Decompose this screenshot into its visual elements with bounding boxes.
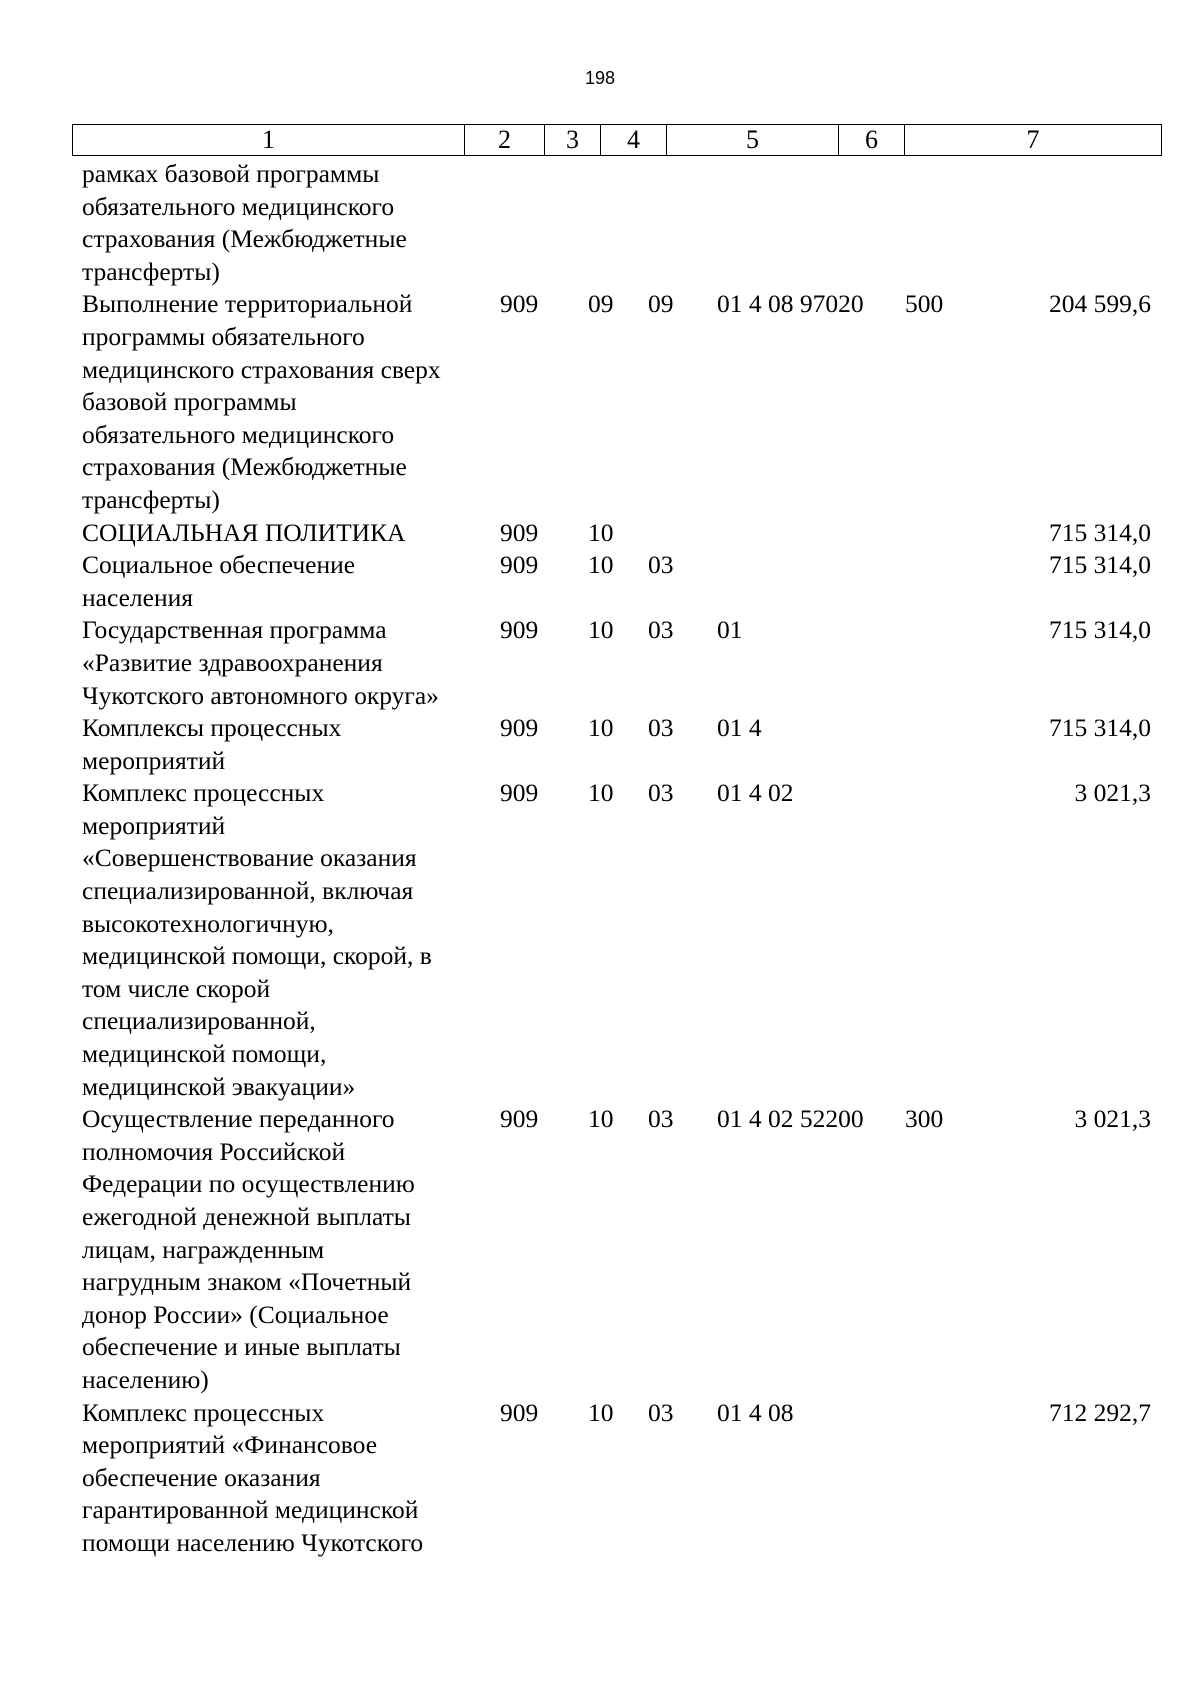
table-row <box>72 517 1161 550</box>
header-col-4: 4 <box>601 125 667 156</box>
row-pr: 03 <box>648 1104 674 1134</box>
row-vr <box>895 1397 967 1560</box>
row-vr <box>895 517 967 550</box>
row-name-line: донор России» (Социальное <box>82 1299 389 1329</box>
row-name-line: мероприятий «Финансовое <box>82 1430 378 1460</box>
row-sum <box>967 158 1161 288</box>
row-sum: 715 314,0 <box>1049 550 1151 580</box>
row-name-line: трансферты) <box>82 484 220 514</box>
row-gr: 909 <box>500 1104 539 1134</box>
row-name-line: полномочия Российской <box>82 1136 346 1166</box>
row-sum: 715 314,0 <box>1049 517 1151 547</box>
row-cs <box>709 517 895 550</box>
row-name <box>72 517 490 550</box>
row-pr: 03 <box>648 615 674 645</box>
table-row <box>72 288 1161 516</box>
row-gr: 909 <box>500 1397 539 1427</box>
header-col-7: 7 <box>905 125 1162 156</box>
row-gr: 909 <box>500 550 539 580</box>
row-rz: 10 <box>588 550 614 580</box>
header-col-6: 6 <box>839 125 905 156</box>
row-rz: 09 <box>588 289 614 319</box>
row-sum: 715 314,0 <box>1049 615 1151 645</box>
row-rz: 10 <box>588 1397 614 1427</box>
row-gr: 909 <box>500 615 539 645</box>
row-gr: 909 <box>500 289 539 319</box>
row-name-line: ежегодной денежной выплаты <box>82 1202 411 1231</box>
header-col-3: 3 <box>545 125 601 156</box>
row-vr: 300 <box>905 1104 944 1134</box>
row-gr: 909 <box>500 517 539 547</box>
row-vr <box>895 712 967 777</box>
page-number: 198 <box>584 68 616 88</box>
row-cs: 01 4 <box>717 713 762 743</box>
row-cs: 01 4 08 97020 <box>717 289 864 319</box>
row-name-line: медицинской помощи, скорой, в <box>82 941 432 971</box>
row-vr: 500 <box>905 289 944 319</box>
row-cs: 01 4 08 <box>717 1397 794 1427</box>
row-rz: 10 <box>588 517 614 547</box>
row-rz: 10 <box>588 615 614 645</box>
row-pr: 03 <box>648 1397 674 1427</box>
row-name-line: мероприятий <box>82 810 226 840</box>
header-col-5: 5 <box>667 125 839 156</box>
table-row <box>72 1103 1161 1396</box>
row-name-line: обеспечение и иные выплаты <box>82 1332 401 1362</box>
row-name <box>72 1397 490 1560</box>
header-col-2: 2 <box>465 125 545 156</box>
table-row <box>72 549 1161 614</box>
row-vr <box>895 614 967 712</box>
row-sum: 3 021,3 <box>1074 1104 1151 1134</box>
row-name-line: СОЦИАЛЬНАЯ ПОЛИТИКА <box>82 517 406 547</box>
row-sum: 712 292,7 <box>1049 1397 1151 1427</box>
row-cs: 01 <box>717 615 743 645</box>
row-vr <box>895 158 967 288</box>
row-vr <box>895 777 967 1103</box>
row-pr: 03 <box>648 713 674 743</box>
row-name-line: Социальное обеспечение <box>82 550 356 580</box>
row-rz: 10 <box>588 778 614 808</box>
row-name-line: том числе скорой <box>82 973 271 1003</box>
table-header <box>72 124 1162 156</box>
row-name-line: страхования (Межбюджетные <box>82 452 407 482</box>
row-name-line: программы обязательного <box>82 321 365 351</box>
row-name <box>72 712 490 777</box>
row-gr: 909 <box>500 778 539 808</box>
table-row <box>72 614 1161 712</box>
row-cs <box>709 158 895 288</box>
table-row <box>72 1397 1161 1560</box>
row-name <box>72 614 490 712</box>
table-row <box>72 777 1161 1103</box>
row-name-line: обязательного медицинского <box>82 191 395 221</box>
header-col-1: 1 <box>73 125 465 156</box>
row-name-line: трансферты) <box>82 256 220 286</box>
row-name-line: медицинской помощи, <box>82 1039 327 1069</box>
row-name-line: базовой программы <box>82 387 297 417</box>
row-sum: 204 599,6 <box>1049 289 1151 319</box>
row-name-line: медицинской эвакуации» <box>82 1071 356 1101</box>
row-name-line: Государственная программа <box>82 615 387 645</box>
row-pr: 03 <box>648 550 674 580</box>
row-name-line: «Развитие здравоохранения <box>82 647 383 677</box>
row-name-line: населения <box>82 582 193 612</box>
row-name <box>72 158 490 288</box>
row-name-line: Чукотского автономного округа» <box>82 680 439 710</box>
row-name-line: Осуществление переданного <box>82 1104 395 1134</box>
row-sum: 3 021,3 <box>1074 778 1151 808</box>
row-name-line: населению) <box>82 1364 209 1394</box>
row-rz: 10 <box>588 1104 614 1134</box>
row-pr: 09 <box>648 289 674 319</box>
row-pr <box>638 517 709 550</box>
row-rz: 10 <box>588 713 614 743</box>
row-name <box>72 549 490 614</box>
row-name-line: мероприятий <box>82 745 226 775</box>
row-pr <box>638 158 709 288</box>
row-name-line: Федерации по осуществлению <box>82 1169 415 1199</box>
row-vr <box>895 549 967 614</box>
row-name <box>72 288 490 516</box>
row-name-line: высокотехнологичную, <box>82 908 334 938</box>
row-name-line: Комплекс процессных <box>82 1397 325 1427</box>
row-name-line: специализированной, <box>82 1006 316 1036</box>
row-name <box>72 1103 490 1396</box>
table-body <box>72 158 1161 1560</box>
table-row <box>72 712 1161 777</box>
row-name-line: Комплекс процессных <box>82 778 325 808</box>
row-name-line: лицам, награжденным <box>82 1234 325 1264</box>
row-name-line: «Совершенствование оказания <box>82 843 417 873</box>
row-name-line: медицинского страхования сверх <box>82 354 441 384</box>
row-name-line: Выполнение территориальной <box>82 289 413 319</box>
row-gr: 909 <box>500 713 539 743</box>
row-cs: 01 4 02 52200 <box>717 1104 864 1134</box>
row-cs: 01 4 02 <box>717 778 794 808</box>
row-name <box>72 777 490 1103</box>
row-sum: 715 314,0 <box>1049 713 1151 743</box>
row-name-line: специализированной, включая <box>82 876 414 906</box>
row-cs <box>709 549 895 614</box>
row-rz <box>578 158 638 288</box>
row-name-line: обеспечение оказания <box>82 1462 321 1492</box>
row-name-line: обязательного медицинского <box>82 419 395 449</box>
row-name-line: нагрудным знаком «Почетный <box>82 1267 412 1297</box>
row-pr: 03 <box>648 778 674 808</box>
row-name-line: рамках базовой программы <box>82 159 380 188</box>
row-name-line: гарантированной медицинской <box>82 1495 419 1525</box>
row-name-line: помощи населению Чукотского <box>82 1527 424 1557</box>
row-name-line: Комплексы процессных <box>82 713 342 743</box>
row-gr <box>490 158 578 288</box>
row-name-line: страхования (Межбюджетные <box>82 224 407 254</box>
table-row <box>72 158 1161 288</box>
